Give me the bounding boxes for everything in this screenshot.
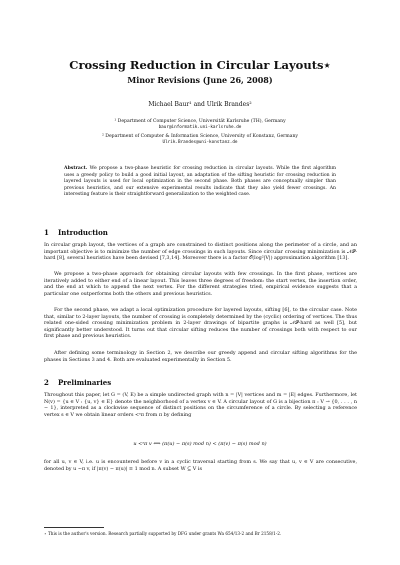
paper-subtitle: Minor Revisions (June 26, 2008) (127, 75, 273, 85)
affiliation-1-email: baur@informatik.uni-karlsruhe.de (158, 125, 242, 130)
author-list: Michael Baur¹ and Ulrik Brandes² (148, 101, 252, 108)
affiliation-2-email: Ulrik.Brandes@uni-konstanz.de (162, 140, 238, 145)
section-1-paragraph-1: In circular graph layout, the vertices of a graph are constrained to distinct positions along the perimeter of a circle, and an important objective is to minimize the number of edge crossings in such layouts. Since circular crossing minimization is 𝒩𝒫-hard [8], several heuristics have been devised [7,3,14]. Moreover there is a factor 𝒪(log²|V|) approximation algorithm [13]. (44, 242, 357, 262)
section-1-title: Introduction (58, 228, 108, 237)
affiliation-1 (0, 119, 400, 131)
section-2-paragraph-1: Throughout this paper, let G = (V, E) be a simple undirected graph with n = |V| vertices and m = |E| edges. Furthermore, let N(v) = {u ∈ V : {u, v} ∈ E} denote the neighborhood of a vertex v ∈ V. A circular layout of G is a bijection π : V → {0, . . . , n − 1}, interpreted as a clockwise sequence of distinct positions on the circumference of a circle. By selecting a reference vertex s ∈ V we obtain linear orders <ˢπ from π by defining (44, 392, 357, 418)
section-2-number: 2 (44, 378, 49, 387)
affiliation-2-line: ² Department of Computer & Information Science, University of Konstanz, Germany (101, 134, 299, 139)
abstract-text: We propose a two-phase heuristic for crossing reduction in circular layouts. While the first algorithm uses a greedy policy to build a good initial layout, an adaptation of the sifting heuristic for crossing reduction in layered layouts is used for local optimization in the second phase. Both phases are conceptually simpler than previous heuristics, and our extensive experimental results indicate that they also yield fewer crossings. An interesting feature is their straightforward generalization to the weighted case. (64, 166, 336, 198)
footnote-rule (44, 527, 104, 528)
abstract (64, 166, 336, 199)
affiliation-1-line: ¹ Department of Computer Science, Universität Karlsruhe (TH), Germany (114, 119, 286, 124)
paper-title: Crossing Reduction in Circular Layouts⋆ (69, 58, 331, 72)
section-2-heading (44, 378, 111, 387)
section-1-paragraph-2: We propose a two-phase approach for obtaining circular layouts with few crossings. In the first phase, vertices are iteratively added to either end of a linear layout. This leaves three degrees of freedom: the start vertex, the insertion order, and the end at which to append the next vertex. For the different strategies tried, empirical evidence suggests that a particular one outperforms both the others and previous heuristics. (44, 271, 357, 297)
linear-order-equation: u <ˢπ v ⟺ (π(u) − π(s) mod n) < (π(v) − π(s) mod n) (133, 441, 267, 447)
abstract-label: Abstract. (64, 166, 88, 171)
section-1-paragraph-3: For the second phase, we adapt a local optimization procedure for layered layouts, sifting [6], to the circular case. Note that, similar to 2-layer layouts, the number of crossing is completely determined by the (cyclic) ordering of vertices. The thus related one-sided crossing minimization problem in 2-layer drawings of bipartite graphs is 𝒩𝒫-hard as well [5], but significantly better understood. It turns out that circular sifting reduces the number of crossings both with respect to our first phase and previous heuristics. (44, 307, 357, 340)
section-1-heading (44, 228, 108, 237)
section-1-number: 1 (44, 228, 49, 237)
affiliation-2 (0, 134, 400, 146)
section-2-paragraph-2: for all u, v ∈ V, i.e. u is encountered before v in a cyclic traversal starting from s. We say that u, v ∈ V are consecutive, denoted by u ∼π v, if |π(v) − π(u)| ≡ 1 mod n. A subset W ⊆ V is (44, 459, 357, 472)
footnote: ⋆ This is the author's version. Research partially supported by DFG under grants Wa 654/13-2 and Br 2158/1-2. (44, 531, 282, 536)
section-1-paragraph-4: After defining some terminology in Section 2, we describe our greedy append and circular sifting algorithms for the phases in Sections 3 and 4. Both are evaluated experimentally in Section 5. (44, 350, 357, 363)
section-2-title: Preliminaries (58, 378, 112, 387)
